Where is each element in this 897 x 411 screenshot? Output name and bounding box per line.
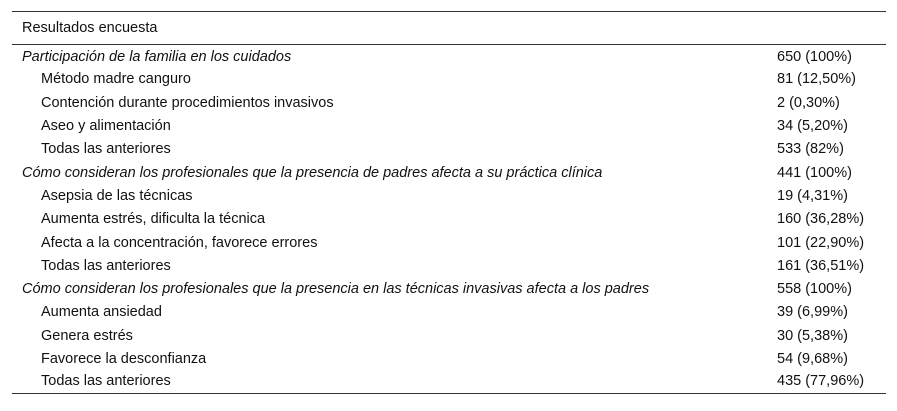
row-value: 39 (6,99%) <box>777 304 848 321</box>
table-row <box>12 138 886 161</box>
survey-results-table-container <box>12 11 886 394</box>
row-value: 533 (82%) <box>777 141 844 158</box>
table-row <box>12 184 886 207</box>
table-row-section <box>12 161 886 184</box>
row-label: Aumenta ansiedad <box>41 304 162 321</box>
table-row-section <box>12 45 886 68</box>
row-label: Método madre canguro <box>41 71 191 88</box>
table-row <box>12 208 886 231</box>
row-label: Cómo consideran los profesionales que la presencia en las técnicas invasivas afecta a los padres <box>22 281 650 298</box>
row-label: Aseo y alimentación <box>41 118 171 135</box>
table-row <box>12 347 886 370</box>
row-value: 2 (0,30%) <box>777 94 840 111</box>
row-value: 54 (9,68%) <box>777 351 848 367</box>
row-label: Todas las anteriores <box>41 257 171 274</box>
table-header-cell: Resultados encuesta <box>12 12 886 45</box>
row-value: 435 (77,96%) <box>777 371 886 394</box>
table-row <box>12 91 886 114</box>
row-value: 81 (12,50%) <box>777 71 856 88</box>
table-row <box>12 301 886 324</box>
survey-results-table <box>12 11 886 394</box>
table-header-row <box>12 12 886 45</box>
row-value: 558 (100%) <box>777 281 852 298</box>
row-label: Todas las anteriores <box>41 141 171 158</box>
table-row <box>12 231 886 254</box>
row-label: Favorece la desconfianza <box>41 351 207 367</box>
row-label: Contención durante procedimientos invasivos <box>41 94 334 111</box>
row-value: 30 (5,38%) <box>777 327 848 344</box>
table-header <box>12 12 886 45</box>
row-label: Afecta a la concentración, favorece errores <box>41 234 318 251</box>
row-value: 19 (4,31%) <box>777 187 848 204</box>
row-label: Genera estrés <box>41 327 133 344</box>
row-value: 650 (100%) <box>777 49 852 66</box>
row-value: 160 (36,28%) <box>777 211 865 228</box>
row-value: 34 (5,20%) <box>777 118 848 135</box>
row-label: Asepsia de las técnicas <box>41 187 193 204</box>
row-value: 161 (36,51%) <box>777 257 865 274</box>
table-row <box>12 254 886 277</box>
row-label: Aumenta estrés, dificulta la técnica <box>41 211 266 228</box>
table-row <box>12 324 886 347</box>
row-label: Participación de la familia en los cuidados <box>22 49 292 66</box>
row-value: 441 (100%) <box>777 164 852 181</box>
table-row <box>12 371 886 394</box>
row-label: Todas las anteriores <box>12 371 777 394</box>
row-value: 101 (22,90%) <box>777 234 865 251</box>
table-row <box>12 114 886 137</box>
table-body <box>12 45 886 394</box>
table-row-section <box>12 277 886 300</box>
table-row <box>12 68 886 91</box>
row-label: Cómo consideran los profesionales que la presencia de padres afecta a su práctica clínica <box>22 164 603 181</box>
